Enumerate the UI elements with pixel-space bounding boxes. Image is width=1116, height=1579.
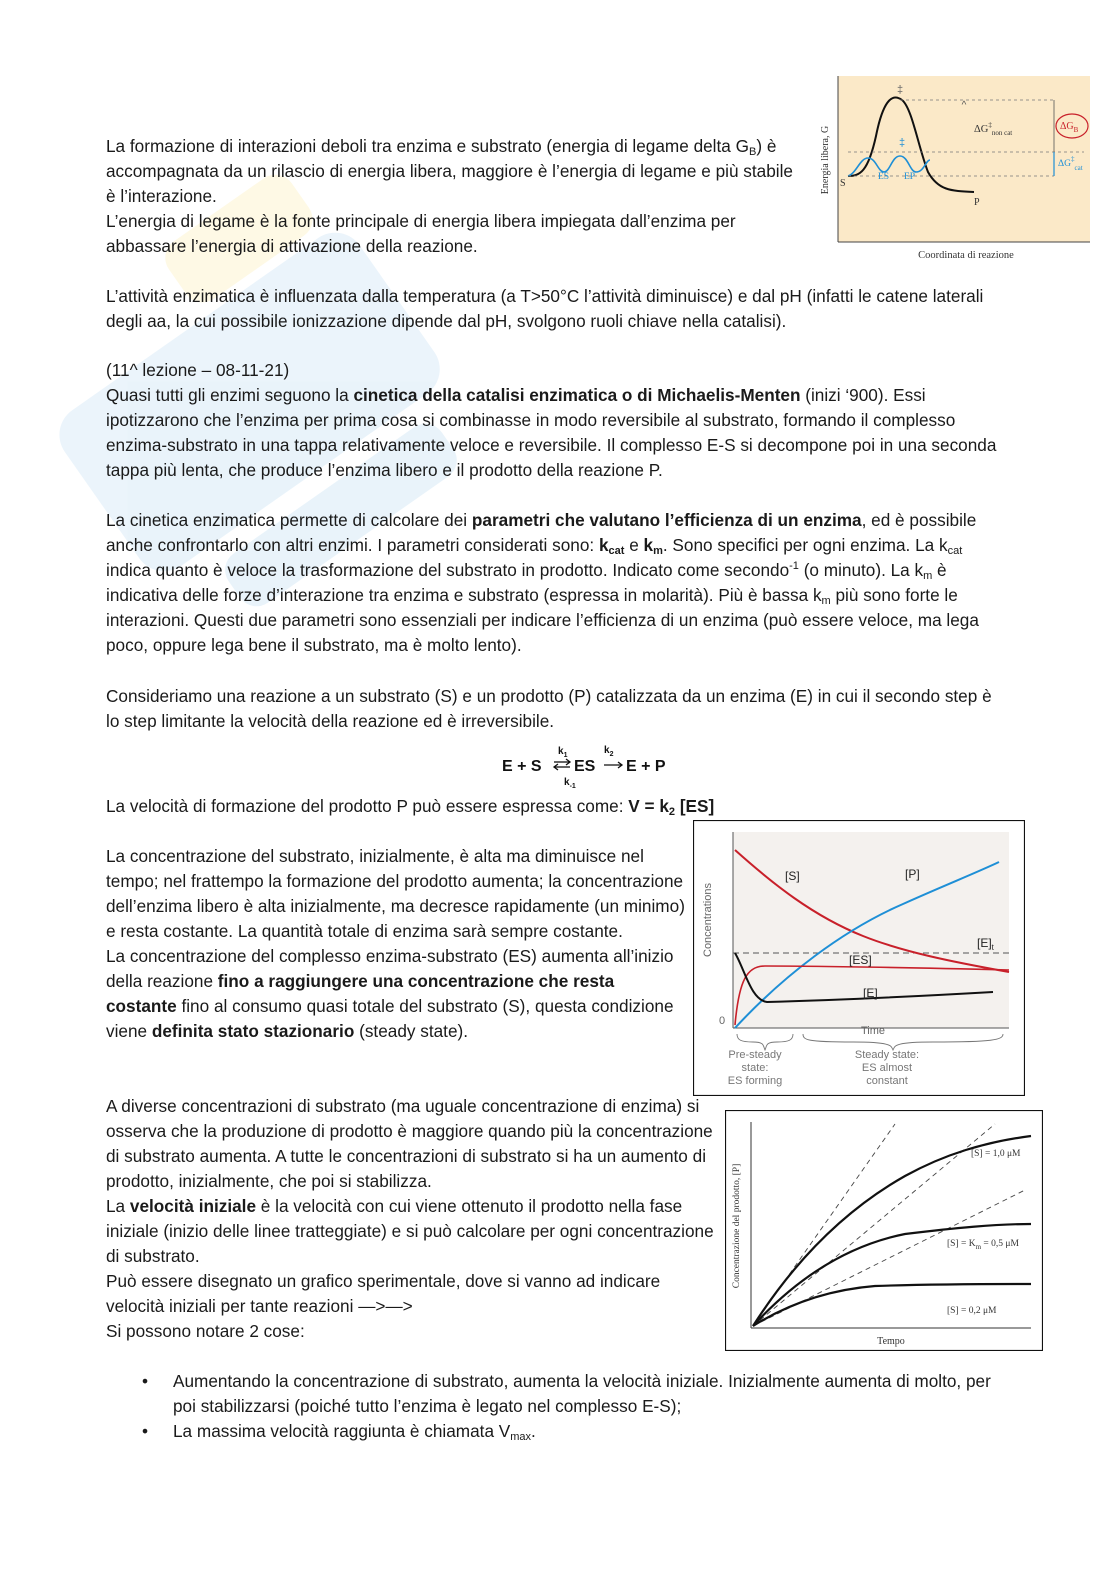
origin-zero: 0: [719, 1015, 726, 1027]
pre-steady-3: ES forming: [727, 1075, 783, 1087]
dg-b: $\Delta G_B$: [1060, 121, 1079, 134]
label-EP: EP: [904, 172, 916, 182]
paragraph-reaction-model: Consideriamo una reazione a un substrato (S) e un prodotto (P) catalizzata da un enzima (E) in cui il secondo step è lo step limitante la velocità della reazione ed è irreversibile.: [106, 686, 992, 731]
observations-list: [106, 1369, 1006, 1444]
paragraph-initial-velocity: A diverse concentrazioni di substrato (ma uguale concentrazione di enzima) si osserva che la produzione di prodotto è maggiore quando più la concentrazione di substrato aumenta. A tutte le concentrazioni di substrato si ha un aumento di prodotto, inizialmente, che poi si stabilizza. La velocità iniziale è la velocità con cui viene ottenuto il prodotto nella fase iniziale (inizio delle linee tratteggiate) e si può calcolare per ogni concentrazione di substrato. Può essere disegnato un grafico sperimentale, dove si vanno ad indicare velocità iniziali per tante reazioni —>—> Si possono notare 2 cose:: [106, 1096, 714, 1341]
eq-middle: ES: [574, 758, 596, 775]
x-axis-label: Coordinata di reazione: [918, 250, 1014, 261]
lecture-heading: (11^ lezione – 08-11-21): [106, 360, 290, 380]
label-1-0: [S] = 1,0 μM: [971, 1149, 1021, 1159]
label-Et: $[E]_t$: [977, 936, 994, 952]
label-ES: [ES]: [849, 953, 872, 967]
steady-3: constant: [866, 1075, 908, 1087]
y-axis-label: Concentrazione del prodotto, [P]: [732, 1163, 742, 1289]
steady-1: Steady state:: [854, 1049, 920, 1061]
label-P: P: [974, 197, 980, 208]
label-0-5: $[S] = K_m = 0,5$ μM: [947, 1239, 1019, 1251]
eq-right: E + P: [626, 758, 666, 775]
reaction-equation: [500, 742, 680, 792]
product-time-graph: [725, 1110, 1043, 1351]
label-P: [P]: [905, 867, 920, 881]
label-S: [S]: [785, 869, 800, 883]
eq-k-1: $k_{-1}$: [564, 777, 576, 790]
x-axis-label: Tempo: [877, 1336, 905, 1347]
label-ES: ES: [878, 172, 890, 182]
label-E: [E]: [863, 986, 878, 1000]
label-0-2: [S] = 0,2 μM: [947, 1306, 997, 1316]
label-S: S: [840, 178, 846, 189]
eq-k2: $k_2$: [604, 745, 614, 758]
x-axis-label: Time: [860, 1025, 886, 1037]
y-axis-label: Energia libera, G: [820, 125, 831, 195]
list-item: • La massima velocità raggiunta è chiamata $V_{max}$.: [142, 1421, 536, 1443]
pre-steady-2: state:: [741, 1062, 769, 1074]
paragraph-michaelis-menten: (11^ lezione – 08-11-21) Quasi tutti gli enzimi seguono la cinetica della catalisi enzimatica o di Michaelis-Menten (inizi ‘900). Essi ipotizzarono che l’enzima per prima cosa si combinasse in modo reversibile al substrato, formando il complesso enzima-substrato in una tappa relativamente veloce e reversibile. Il complesso E-S si decompone poi in una seconda tappa più lenta, che produce l’enzima libero e il prodotto della reazione P.: [106, 360, 997, 480]
eq-left: E + S: [502, 758, 542, 775]
caret-mark: ^: [961, 100, 967, 111]
list-item: • Aumentando la concentrazione di substrato, aumenta la velocità iniziale. Inizialmente aumenta di molto, per poi stabilizzarsi (poiché tutto l’enzima è legato nel complesso E-S);: [142, 1371, 991, 1416]
y-axis-label: Concentrations: [702, 883, 714, 957]
free-energy-diagram: [820, 76, 1090, 262]
dagger-mid: ‡: [898, 137, 906, 149]
eq-k1: $k_1$: [558, 746, 568, 759]
steady-2: ES almost: [861, 1062, 913, 1074]
paragraph-binding-energy: La formazione di interazioni deboli tra enzima e substrato (energia di legame delta $G_B$) è accompagnata da un rilascio di energia libera, maggiore è l’energia di legame e più stabile è l’interazione. L’energia di legame è la fonte principale di energia libera impiegata dall’enzima per abbassare l’energia di attivazione della reazione.: [106, 136, 793, 256]
dg-cat: $\Delta G^\ddagger_{cat}$: [1058, 155, 1083, 172]
paragraph-rate-expression: La velocità di formazione del prodotto P può essere espressa come: $V = k_2$ [ES]: [106, 796, 715, 818]
paragraph-temperature-ph: L’attività enzimatica è influenzata dalla temperatura (a T>50°C l’attività diminuisce) e dal pH (infatti le catene laterali degli aa, la cui possibile ionizzazione dipende dal pH, svolgono ruoli chiave nella catalisi).: [106, 286, 984, 331]
paragraph-steady-state: La concentrazione del substrato, inizialmente, è alta ma diminuisce nel tempo; nel frattempo la formazione del prodotto aumenta; la concentrazione dell’enzima libero è alta inizialmente, ma decresce rapidamente (un minimo) e resta costante. La quantità totale di enzima sarà sempre costante. La concentrazione del complesso enzima-substrato (ES) aumenta all’inizio della reazione fino a raggiungere una concentrazione che resta costante fino al consumo quasi totale del substrato (S), questa condizione viene definita stato stazionario (steady state).: [106, 846, 685, 1041]
paragraph-kinetic-parameters: La cinetica enzimatica permette di calcolare dei parametri che valutano l’efficienza di un enzima, ed è possibile anche confrontarlo con altri enzimi. I parametri considerati sono: $k_{cat}$ e $k_m$. Sono specifici per ogni enzima. La $k_{cat}$ indica quanto è veloce la trasformazione del substrato in prodotto. Indicato come secondo$^{-1}$ (o minuto). La $k_m$ è indicativa delle forze d’interazione tra enzima e substrato (espressa in molarità). Più è bassa $k_m$ più sono forte le interazioni. Questi due parametri sono essenziali per indicare l’efficienza di un enzima (può essere veloce, ma lega poco, oppure lega bene il substrato, ma è molto lento).: [106, 510, 979, 655]
concentration-time-graph: [693, 820, 1025, 1096]
dagger-top: ‡: [896, 84, 904, 96]
pre-steady-1: Pre-steady: [728, 1049, 782, 1061]
dg-noncat: $\Delta G^\ddagger_{non cat}$: [974, 121, 1013, 137]
